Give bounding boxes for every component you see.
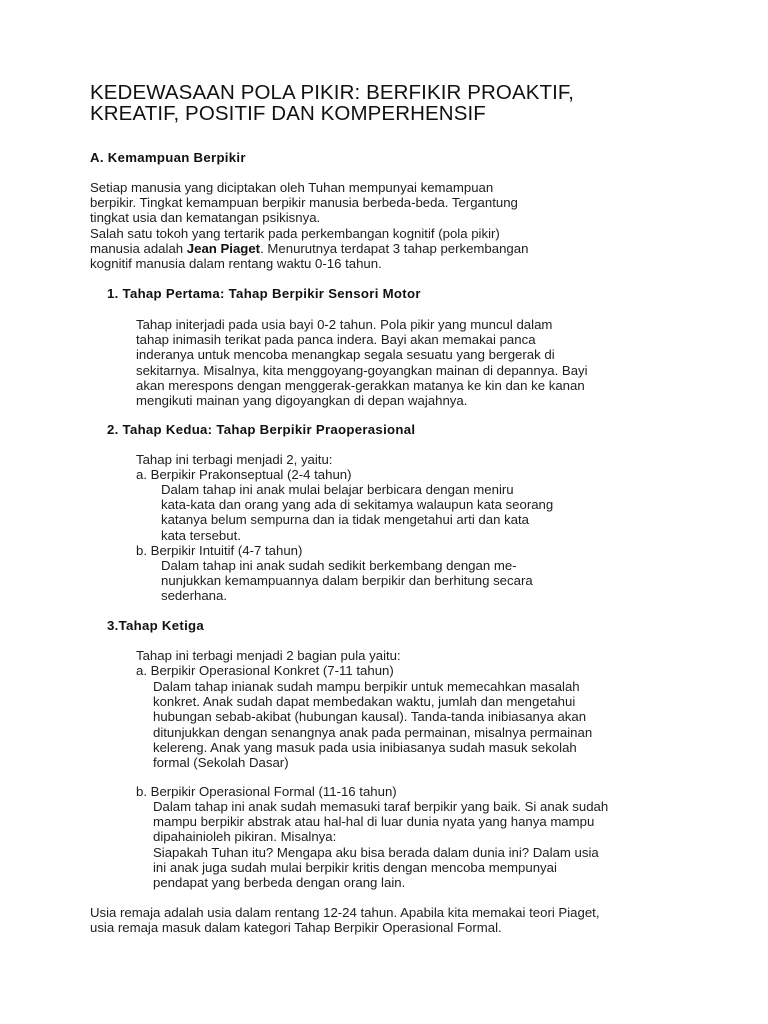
paragraph-line: tahap inimasih terikat pada panca indera. Bayi akan memakai panca xyxy=(136,332,536,348)
paragraph-line: sederhana. xyxy=(161,588,227,604)
paragraph-line: kognitif manusia dalam rentang waktu 0-16 tahun. xyxy=(90,256,382,271)
text-span: . Menurutnya terdapat 3 tahap perkembangan xyxy=(260,240,529,256)
paragraph-line: dipahainioleh pikiran. Misalnya: xyxy=(153,829,337,845)
text-span: manusia adalah xyxy=(90,240,187,256)
paragraph-line: ini anak juga sudah mulai berpikir kritis dengan mencoba mempunyai xyxy=(153,859,557,875)
paragraph-line: Salah satu tokoh yang tertarik pada perkembangan kognitif (pola pikir) xyxy=(90,225,500,241)
paragraph-line: Siapakah Tuhan itu? Mengapa aku bisa berada dalam dunia ini? Dalam usia xyxy=(153,844,599,860)
conclusion-line: usia remaja masuk dalam kategori Tahap Berpikir Operasional Formal. xyxy=(90,920,502,936)
paragraph-line: Tahap ini terbagi menjadi 2, yaitu: xyxy=(136,452,333,467)
paragraph-line: Dalam tahap ini anak mulai belajar berbicara dengan meniru xyxy=(161,482,514,497)
paragraph-line: Tahap ini terbagi menjadi 2 bagian pula yaitu: xyxy=(136,648,401,663)
paragraph-line: ditunjukkan dengan senangnya anak pada permainan, misalnya permainan xyxy=(153,724,593,740)
paragraph-line: Dalam tahap ini anak sudah memasuki taraf berpikir yang baik. Si anak sudah xyxy=(153,799,609,814)
paragraph-line: formal (Sekolah Dasar) xyxy=(153,755,289,770)
paragraph-line: mengikuti mainan yang digoyangkan di depan wajahnya. xyxy=(136,393,468,408)
paragraph-line: sekitarnya. Misalnya, kita menggoyang-goyangkan mainan di depannya. Bayi xyxy=(136,362,588,378)
paragraph-line: akan merespons dengan menggerak-gerakkan matanya ke kin dan ke kanan xyxy=(136,377,585,393)
paragraph-line xyxy=(90,241,528,256)
paragraph-line: kata tersebut. xyxy=(161,527,241,543)
paragraph-line: konkret. Anak sudah dapat membedakan waktu, jumlah dan mengetahui xyxy=(153,694,576,710)
paragraph-line: mampu berpikir abstrak atau hal-hal di luar dunia nyata yang hanya mampu xyxy=(153,814,595,830)
sub-item-label: b. Berpikir Operasional Formal (11-16 tahun) xyxy=(136,784,397,799)
paragraph-line: pendapat yang berbeda dengan orang lain. xyxy=(153,875,406,890)
sub-item-label: b. Berpikir Intuitif (4-7 tahun) xyxy=(136,543,303,558)
paragraph-line: Dalam tahap ini anak sudah sedikit berkembang dengan me- xyxy=(161,558,517,573)
paragraph-line: berpikir. Tingkat kemampuan berpikir manusia berbeda-beda. Tergantung xyxy=(90,195,518,211)
paragraph-line: nunjukkan kemampuannya dalam berpikir dan berhitung secara xyxy=(161,573,533,589)
paragraph-line: katanya belum sempurna dan ia tidak mengetahui arti dan kata xyxy=(161,512,530,528)
paragraph-line: Tahap initerjadi pada usia bayi 0-2 tahun. Pola pikir yang muncul dalam xyxy=(136,317,553,332)
stage-heading: 1. Tahap Pertama: Tahap Berpikir Sensori Motor xyxy=(107,286,421,301)
paragraph-line: hubungan sebab-akibat (hubungan kausal). Tanda-tanda inibiasanya akan xyxy=(153,709,587,725)
paragraph-line: kelereng. Anak yang masuk pada usia inibiasanya sudah masuk sekolah xyxy=(153,739,577,755)
section-heading: A. Kemampuan Berpikir xyxy=(90,150,246,165)
paragraph-line: tingkat usia dan kematangan psikisnya. xyxy=(90,210,321,226)
person-name-bold: Jean Piaget xyxy=(186,240,261,256)
document-title-line-1: KEDEWASAAN POLA PIKIR: BERFIKIR PROAKTIF, xyxy=(90,81,575,104)
paragraph-line: kata-kata dan orang yang ada di sekitamya walaupun kata seorang xyxy=(161,497,554,513)
sub-item-label: a. Berpikir Prakonseptual (2-4 tahun) xyxy=(136,467,352,482)
stage-heading: 2. Tahap Kedua: Tahap Berpikir Praoperasional xyxy=(107,422,416,437)
paragraph-line: Dalam tahap inianak sudah mampu berpikir untuk memecahkan masalah xyxy=(153,679,580,694)
paragraph-line: inderanya untuk mencoba menangkap segala sesuatu yang bergerak di xyxy=(136,347,555,363)
stage-heading: 3.Tahap Ketiga xyxy=(107,618,205,633)
sub-item-label: a. Berpikir Operasional Konkret (7-11 tahun) xyxy=(136,663,394,678)
document-title-line-2: KREATIF, POSITIF DAN KOMPERHENSIF xyxy=(90,102,486,125)
paragraph-line: Setiap manusia yang diciptakan oleh Tuhan mempunyai kemampuan xyxy=(90,180,494,195)
conclusion-line: Usia remaja adalah usia dalam rentang 12-24 tahun. Apabila kita memakai teori Piaget, xyxy=(90,905,600,920)
